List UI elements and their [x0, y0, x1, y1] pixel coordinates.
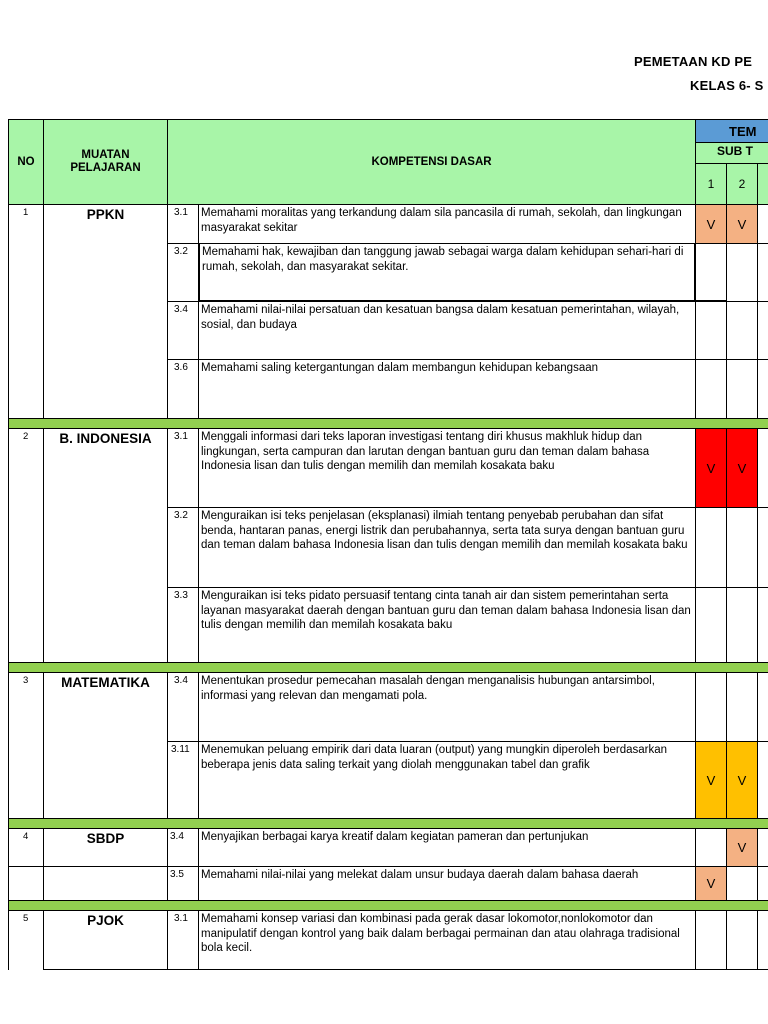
mark-cell — [695, 301, 727, 360]
header-no: NO — [8, 119, 44, 205]
kd-number: 3.2 — [167, 243, 199, 302]
mark-cell — [726, 301, 758, 360]
row-number: 1 — [8, 204, 44, 419]
kd-number: 3.4 — [167, 672, 199, 742]
mark-subtema-1: V — [695, 428, 727, 508]
kd-text: Memahami nilai-nilai persatuan dan kesatuan bangsa dalam kesatuan pemerintahan, wilayah, sosial, dan budaya — [198, 301, 696, 360]
mark-cell — [757, 741, 768, 819]
row-number: 5 — [8, 910, 44, 970]
mark-cell — [757, 243, 768, 302]
kd-text: Memahami nilai-nilai yang melekat dalam unsur budaya daerah dalam bahasa daerah — [198, 866, 696, 901]
kd-text: Memahami konsep variasi dan kombinasi pada gerak dasar lokomotor,nonlokomotor dan manipulatif dengan kontrol yang baik dalam berbagai permainan dan atau olahraga tradisional bola kecil. — [198, 910, 696, 970]
mark-cell — [695, 910, 727, 970]
mark-subtema-2: V — [726, 204, 758, 244]
mark-cell — [757, 828, 768, 867]
kd-text: Menentukan prosedur pemecahan masalah dengan menganalisis hubungan antarsimbol, informasi yang relevan dan mengamati pola. — [198, 672, 696, 742]
mark-cell — [695, 359, 727, 419]
kd-number: 3.4 — [167, 828, 199, 867]
mark-cell — [757, 866, 768, 901]
kd-text: Menemukan peluang empirik dari data luaran (output) yang mungkin diperoleh berdasarkan beberapa jenis data saling terkait yang diolah menggunakan tabel dan grafik — [198, 741, 696, 819]
mark-cell — [695, 507, 727, 588]
mark-subtema-2: V — [726, 828, 758, 867]
header-subtema-1: 1 — [695, 163, 727, 205]
mark-cell — [726, 910, 758, 970]
document-subtitle: KELAS 6- S — [690, 78, 764, 93]
header-tema: TEM — [695, 119, 768, 143]
mark-cell — [757, 672, 768, 742]
mark-cell — [726, 672, 758, 742]
kd-text: Menguraikan isi teks penjelasan (eksplanasi) ilmiah tentang penyebab perubahan dan sifat benda, hantaran panas, energi listrik dan perubahannya, serta tata surya dengan bantuan guru dan teman dalam bahasa Indonesia lisan dan tulis dengan memilih dan memilah kosakata baku — [198, 507, 696, 588]
header-muatan-pelajaran: MUATAN PELAJARAN — [43, 119, 168, 205]
subject-b-indonesia: B. INDONESIA — [43, 428, 168, 663]
row-number: 4 — [8, 828, 44, 867]
mark-cell — [757, 507, 768, 588]
header-subtema-2: 2 — [726, 163, 758, 205]
subject-cell — [43, 866, 168, 901]
kd-text: Memahami moralitas yang terkandung dalam sila pancasila di rumah, sekolah, dan lingkungan masyarakat sekitar — [198, 204, 696, 244]
kd-number: 3.2 — [167, 507, 199, 588]
subject-ppkn: PPKN — [43, 204, 168, 419]
mark-cell — [695, 828, 727, 867]
header-kompetensi-dasar: KOMPETENSI DASAR — [167, 119, 696, 205]
subject-sbdp: SBDP — [43, 828, 168, 867]
kd-number: 3.1 — [167, 910, 199, 970]
row-number: 3 — [8, 672, 44, 819]
mark-cell — [726, 243, 758, 302]
kd-number: 3.5 — [167, 866, 199, 901]
kd-text: Menyajikan berbagai karya kreatif dalam kegiatan pameran dan pertunjukan — [198, 828, 696, 867]
mark-cell — [757, 359, 768, 419]
document-title: PEMETAAN KD PE — [634, 54, 753, 69]
mark-cell — [757, 910, 768, 970]
kd-text: Menguraikan isi teks pidato persuasif tentang cinta tanah air dan sistem pemerintahan serta layanan masyarakat daerah dengan bantuan guru dan teman dalam bahasa Indonesia lisan dan tulis dengan memilih dan memilah kosakata baku — [198, 587, 696, 663]
mark-cell — [726, 587, 758, 663]
mark-cell — [695, 672, 727, 742]
mark-subtema-2: V — [726, 741, 758, 819]
mark-cell — [757, 428, 768, 508]
kd-number: 3.3 — [167, 587, 199, 663]
mark-cell — [757, 301, 768, 360]
kd-number: 3.11 — [167, 741, 199, 819]
mark-subtema-1: V — [695, 204, 727, 244]
mark-cell — [726, 866, 758, 901]
kd-number: 3.1 — [167, 428, 199, 508]
mark-subtema-1: V — [695, 866, 727, 901]
kd-text: Memahami saling ketergantungan dalam membangun kehidupan kebangsaan — [198, 359, 696, 419]
kd-text: Memahami hak, kewajiban dan tanggung jawab sebagai warga dalam kehidupan sehari-hari di rumah, sekolah, dan masyarakat sekitar. — [198, 243, 696, 302]
mark-subtema-1: V — [695, 741, 727, 819]
mark-cell — [757, 204, 768, 244]
mark-cell — [695, 243, 727, 302]
kd-number: 3.1 — [167, 204, 199, 244]
mark-subtema-2: V — [726, 428, 758, 508]
kd-text: Menggali informasi dari teks laporan investigasi tentang diri khusus makhluk hidup dan lingkungan, serta campuran dan larutan dengan bantuan guru dan teman dalam bahasa Indonesia lisan dan tulis dengan memilih dan memilah kosakata baku — [198, 428, 696, 508]
mark-cell — [695, 587, 727, 663]
row-number: 2 — [8, 428, 44, 663]
subject-pjok: PJOK — [43, 910, 168, 970]
subject-matematika: MATEMATIKA — [43, 672, 168, 819]
header-subtema-3 — [757, 163, 768, 205]
mark-cell — [757, 587, 768, 663]
header-subtema: SUB T — [695, 142, 768, 164]
row-number — [8, 866, 44, 901]
mark-cell — [726, 507, 758, 588]
kd-number: 3.6 — [167, 359, 199, 419]
mark-cell — [726, 359, 758, 419]
kd-number: 3.4 — [167, 301, 199, 360]
